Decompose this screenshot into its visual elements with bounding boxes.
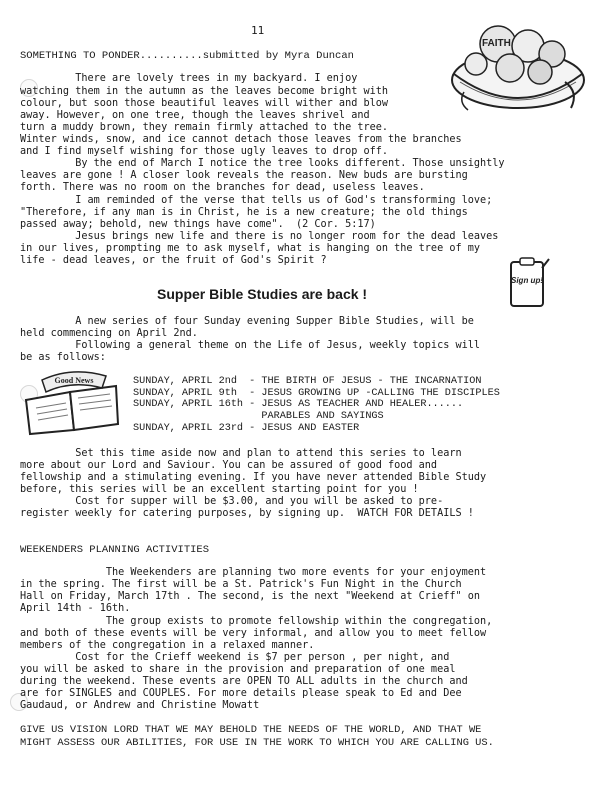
faith-basket-illustration [440, 22, 590, 117]
weekenders-line: during the weekend. These events are OPEN TO ALL adults in the church and [20, 676, 468, 687]
schedule-item: SUNDAY, APRIL 9th - JESUS GROWING UP -CALLING THE DISCIPLES [133, 388, 500, 399]
supper-closing-line: Set this time aside now and plan to attend this series to learn [20, 448, 462, 459]
supper-intro-line: held commencing on April 2nd. [20, 328, 198, 339]
prayer-line: GIVE US VISION LORD THAT WE MAY BEHOLD THE NEEDS OF THE WORLD, AND THAT WE [20, 724, 482, 736]
page-number: 11 [251, 24, 265, 37]
weekenders-line: The Weekenders are planning two more events for your enjoyment [20, 567, 487, 578]
ponder-line: "Therefore, if any man is in Christ, he is a new creature; the old things [20, 207, 468, 218]
supper-intro-line: be as follows: [20, 352, 106, 363]
weekenders-line: The group exists to promote fellowship within the congregation, [20, 616, 493, 627]
ponder-heading: SOMETHING TO PONDER..........submitted by Myra Duncan [20, 50, 354, 62]
ponder-line: leaves are gone ! A closer look reveals the reason. New buds are bursting [20, 170, 468, 181]
supper-closing-line: register weekly for catering purposes, by signing up. WATCH FOR DETAILS ! [20, 508, 474, 519]
ponder-line: There are lovely trees in my backyard. I enjoy [20, 73, 358, 84]
ponder-line: passed away; behold, new things have come". (2 Cor. 5:17) [20, 219, 376, 230]
schedule-item: SUNDAY, APRIL 16th - JESUS AS TEACHER AND HEALER...... [133, 399, 464, 410]
supper-intro-line: Following a general theme on the Life of Jesus, weekly topics will [20, 340, 481, 351]
sign-up-clipboard-illustration [508, 256, 550, 310]
sign-up-label: Sign up! [511, 276, 543, 285]
ponder-line: forth. There was no room on the branches for dead, useless leaves. [20, 182, 425, 193]
ponder-line: watching them in the autumn as the leaves become bright with [20, 86, 389, 97]
schedule-item: SUNDAY, APRIL 23rd - JESUS AND EASTER [133, 423, 360, 434]
weekenders-line: Hall on Friday, March 17th . The second, is the next "Weekend at Crieff" on [20, 591, 481, 602]
supper-closing-line: Cost for supper will be $3.00, and you will be asked to pre- [20, 496, 444, 507]
prayer-line: MIGHT ASSESS OUR ABILITIES, FOR USE IN THE WORK TO WHICH YOU ARE CALLING US. [20, 737, 494, 749]
schedule-item: SUNDAY, APRIL 2nd - THE BIRTH OF JESUS - THE INCARNATION [133, 376, 482, 387]
faith-label: FAITH [482, 38, 511, 49]
bible-banner-label: Good News [54, 376, 94, 385]
ponder-line: Winter winds, snow, and ice cannot detach those leaves from the branches [20, 134, 462, 145]
weekenders-line: and both of these events will be very informal, and allow you to meet fellow [20, 628, 487, 639]
ponder-line: life - dead leaves, or the fruit of God's Spirit ? [20, 255, 327, 266]
open-bible-illustration [22, 366, 122, 436]
weekenders-line: you will be asked to share in the provision and preparation of one meal [20, 664, 456, 675]
ponder-line: away. However, on one tree, though the leaves shrivel and [20, 110, 370, 121]
supper-heading: Supper Bible Studies are back ! [157, 286, 368, 302]
ponder-line: I am reminded of the verse that tells us of God's transforming love; [20, 195, 493, 206]
weekenders-line: in the spring. The first will be a St. Patrick's Fun Night in the Church [20, 579, 462, 590]
ponder-line: and I find myself wishing for those ugly leaves to drop off. [20, 146, 389, 157]
weekenders-heading: WEEKENDERS PLANNING ACTIVITIES [20, 544, 210, 556]
weekenders-line: members of the congregation in a relaxed manner. [20, 640, 315, 651]
weekenders-line: April 14th - 16th. [20, 603, 131, 614]
weekenders-line: Cost for the Crieff weekend is $7 per person , per night, and [20, 652, 450, 663]
supper-closing-line: before, this series will be an excellent starting point for you ! [20, 484, 419, 495]
supper-intro-line: A new series of four Sunday evening Supper Bible Studies, will be [20, 316, 474, 327]
ponder-line: in our lives, prompting me to ask myself, what is hanging on the tree of my [20, 243, 481, 254]
supper-closing-line: fellowship and a stimulating evening. If you have never attended Bible Study [20, 472, 487, 483]
weekenders-line: are for SINGLES and COUPLES. For more details please speak to Ed and Dee [20, 688, 462, 699]
ponder-line: By the end of March I notice the tree looks different. Those unsightly [20, 158, 505, 169]
ponder-line: turn a muddy brown, they remain firmly attached to the tree. [20, 122, 389, 133]
weekenders-line: Gaudaud, or Andrew and Christine Mowatt [20, 700, 260, 711]
ponder-line: Jesus brings new life and there is no longer room for the dead leaves [20, 231, 499, 242]
ponder-line: colour, but soon those beautiful leaves will wither and blow [20, 98, 389, 109]
supper-closing-line: more about our Lord and Saviour. You can be assured of good food and [20, 460, 438, 471]
schedule-item: PARABLES AND SAYINGS [133, 411, 384, 422]
